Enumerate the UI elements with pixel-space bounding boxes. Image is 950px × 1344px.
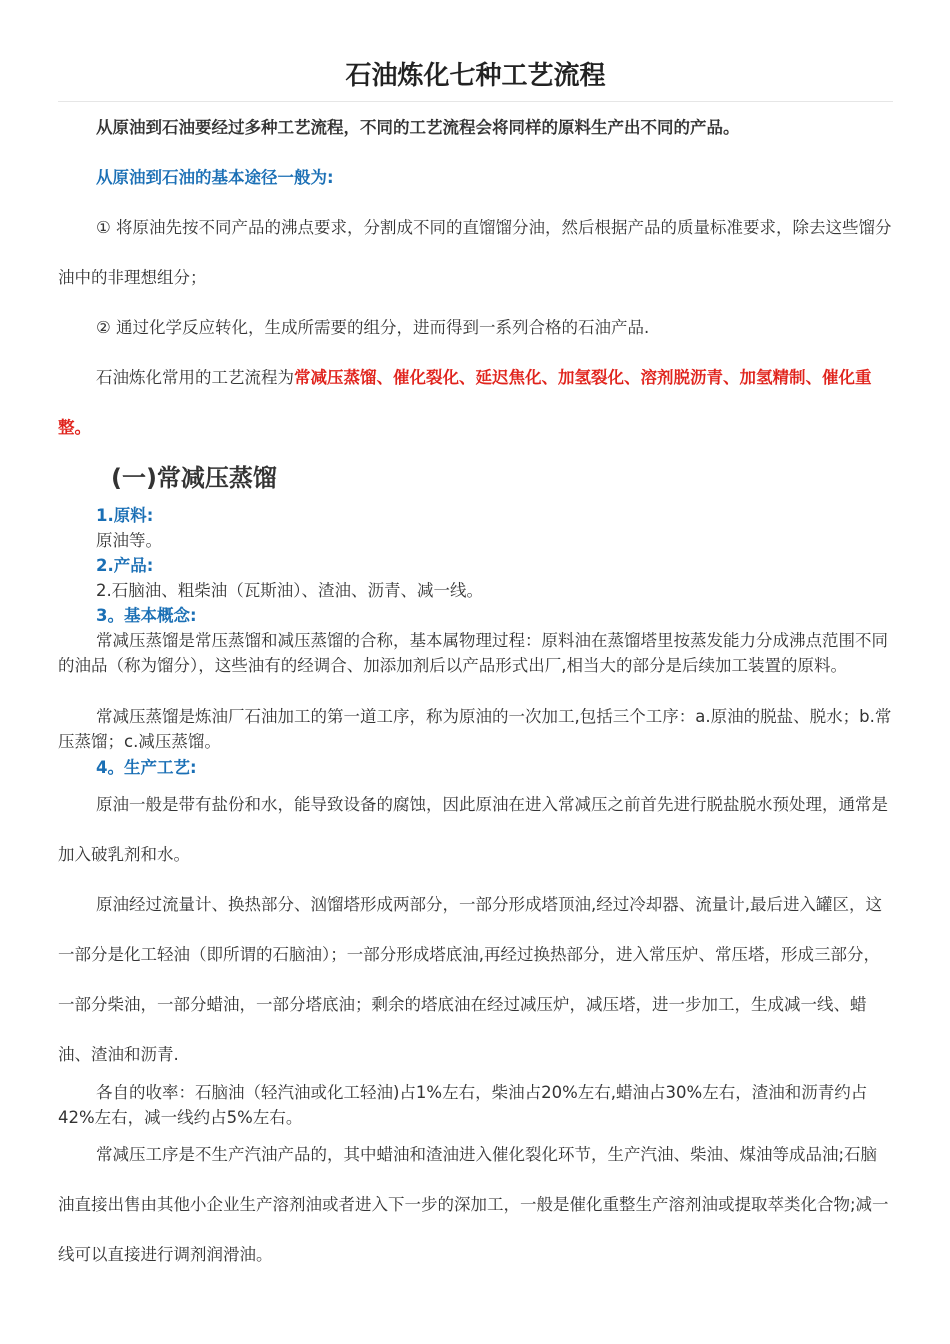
path-heading: 从原油到石油的基本途径一般为:: [96, 168, 334, 187]
concept-heading: 3。基本概念:: [96, 606, 197, 625]
concept-paragraph-1: 常减压蒸馏是常压蒸馏和减压蒸馏的合称，基本属物理过程：原料油在蒸馏塔里按蒸发能力分成沸点范围不同的油品（称为馏分），这些油有的经调合、加添加剂后以产品形式出厂,相当大的部分是后续加工装置的原料。: [58, 631, 888, 675]
intro-lead: 从原油到石油要经过多种工艺流程，不同的工艺流程会将同样的原料生产出不同的产品。: [96, 118, 740, 137]
document-title: 石油炼化七种工艺流程: [345, 61, 606, 91]
process-list-prefix: 石油炼化常用的工艺流程为: [96, 368, 294, 387]
step-two: ② 通过化学反应转化，生成所需要的组分，进而得到一系列合格的石油产品.: [96, 318, 650, 337]
process-list-paragraph: [58, 353, 893, 453]
process-heading: 4。生产工艺:: [96, 758, 197, 777]
step-one: ① 将原油先按不同产品的沸点要求，分割成不同的直馏馏分油，然后根据产品的质量标准要求，除去这些馏分油中的非理想组分；: [58, 218, 892, 287]
process-paragraph-1: 原油一般是带有盐份和水，能导致设备的腐蚀，因此原油在进入常减压之前首先进行脱盐脱水预处理，通常是加入破乳剂和水。: [58, 795, 888, 864]
yield-paragraph: 各自的收率：石脑油（轻汽油或化工轻油)占1%左右，柴油占20%左右,蜡油占30%左右，渣油和沥青约占42%左右，减一线约占5%左右。: [58, 1083, 868, 1127]
process-paragraph-2: 原油经过流量计、换热部分、汹馏塔形成两部分，一部分形成塔顶油,经过冷却器、流量计,最后进入罐区，这一部分是化工轻油（即所谓的石脑油）；一部分形成塔底油,再经过换热部分，进入常压炉、常压塔，形成三部分，一部分柴油，一部分蜡油，一部分塔底油；剩余的塔底油在经过减压炉，减压塔，进一步加工，生成减一线、蜡油、渣油和沥青.: [58, 895, 882, 1064]
title-divider: [58, 101, 893, 102]
final-paragraph: 常减压工序是不生产汽油产品的，其中蜡油和渣油进入催化裂化环节，生产汽油、柴油、煤油等成品油;石脑油直接出售由其他小企业生产溶剂油或者进入下一步的深加工，一般是催化重整生产溶剂油或提取萃类化合物;减一线可以直接进行调剂润滑油。: [58, 1145, 889, 1264]
process-list-names: 常减压蒸馏、催化裂化、延迟焦化、加氢裂化、溶剂脱沥青、加氢精制、催化重整。: [58, 368, 872, 437]
concept-paragraph-2: 常减压蒸馏是炼油厂石油加工的第一道工序，称为原油的一次加工,包括三个工序：a.原油的脱盐、脱水；b.常压蒸馏；c.减压蒸馏。: [58, 707, 892, 751]
product-text: 2.石脑油、粗柴油（瓦斯油）、渣油、沥青、减一线。: [96, 581, 483, 600]
raw-material-text: 原油等。: [96, 531, 162, 550]
section-heading: (一)常减压蒸馏: [111, 464, 277, 492]
raw-material-heading: 1.原料:: [96, 506, 154, 525]
product-heading: 2.产品:: [96, 556, 154, 575]
